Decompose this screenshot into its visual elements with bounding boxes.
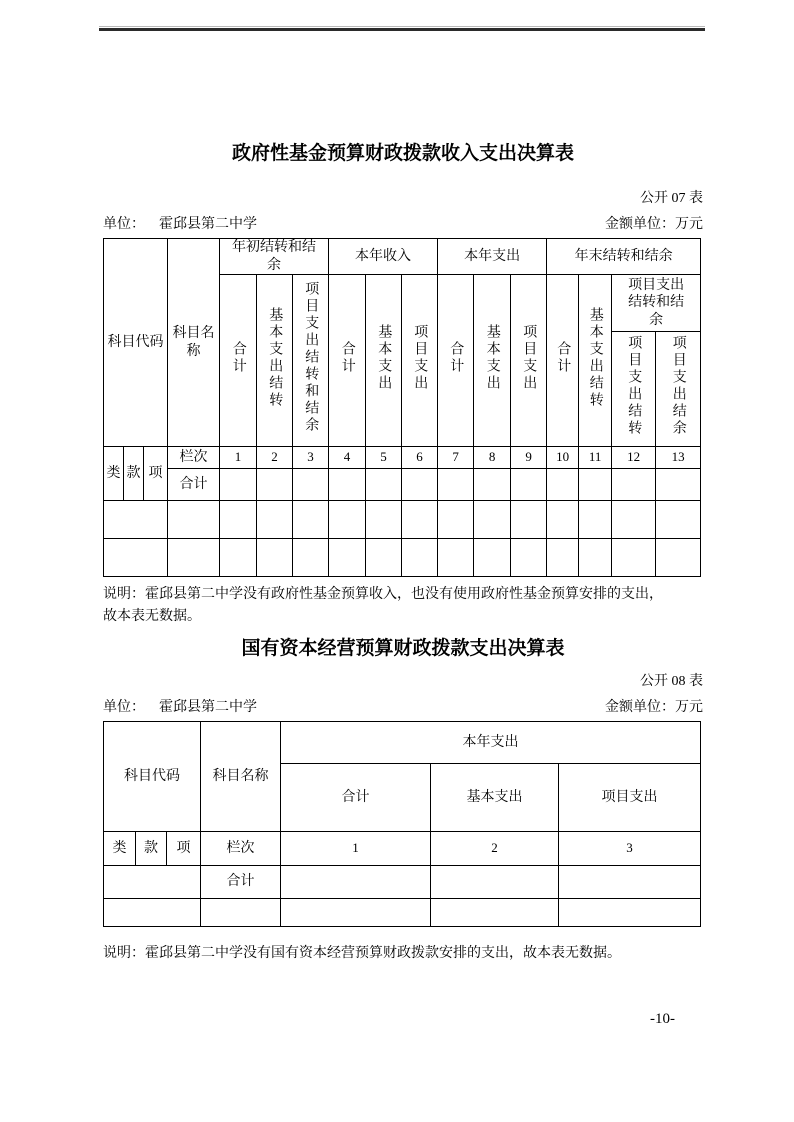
empty-cell: [579, 501, 612, 539]
total-row-label: 合计: [201, 866, 281, 899]
header-col-7: [438, 275, 474, 447]
header-group-end-balance: 年末结转和结余: [547, 239, 701, 275]
table08-title: 国有资本经营预算财政拨款支出决算表: [241, 638, 565, 659]
cell-lei: 类: [104, 447, 124, 501]
note-line: 故本表无数据。: [103, 609, 201, 624]
empty-cell: [612, 469, 656, 501]
col-9-label: 项目支出: [521, 323, 537, 392]
col-1-label: 合计: [230, 340, 246, 375]
empty-cell: [474, 469, 511, 501]
empty-cell: [656, 501, 701, 539]
unit-label: 单位：: [103, 700, 145, 715]
cell-lei: 类: [104, 832, 136, 866]
empty-cell: [474, 539, 511, 577]
cell-kuan: 款: [124, 447, 144, 501]
header-col-10: [547, 275, 579, 447]
table08-unit: [103, 698, 257, 717]
header-group-year-expense: 本年支出: [438, 239, 547, 275]
col-number: 13: [656, 447, 701, 469]
empty-cell: [329, 501, 366, 539]
col-3-label: 项目支出结转和结余: [303, 281, 319, 435]
empty-cell: [168, 539, 220, 577]
page-content: [103, 141, 703, 1028]
col-6-label: 项目支出: [412, 323, 428, 392]
header-subgroup-project-balance: 项目支出结转和结余: [612, 275, 701, 332]
table07-title: 政府性基金预算财政拨款收入支出决算表: [231, 143, 574, 164]
empty-cell: [201, 899, 281, 927]
empty-code-cell: [104, 866, 201, 899]
empty-cell: [547, 469, 579, 501]
empty-cell: [329, 539, 366, 577]
blank-data-row: [104, 899, 701, 927]
cell-xiang: 项: [144, 447, 168, 501]
table07-unit-row: [103, 215, 703, 234]
empty-cell: [293, 501, 329, 539]
header-subject-code: 科目代码: [104, 722, 201, 832]
header-col-2: [257, 275, 293, 447]
header-col-13: [656, 332, 701, 447]
table08-unit-row: [103, 698, 703, 717]
col-number: 10: [547, 447, 579, 469]
cell-lanci: 栏次: [201, 832, 281, 866]
empty-cell: [656, 469, 701, 501]
empty-cell: [220, 539, 257, 577]
col-number: 11: [579, 447, 612, 469]
header-group-year-income: 本年收入: [329, 239, 438, 275]
col-5-label: 基本支出: [376, 323, 392, 392]
header-rule: [99, 26, 705, 31]
col-7-label: 合计: [448, 340, 464, 375]
table07-unit: [103, 215, 257, 234]
empty-cell: [220, 501, 257, 539]
empty-cell: [293, 539, 329, 577]
empty-code-cell: [104, 539, 168, 577]
header-row-groups: [104, 722, 701, 764]
col-11-label: 基本支出结转: [587, 306, 603, 409]
unit-name: 霍邱县第二中学: [159, 217, 257, 232]
note-line: 说明：霍邱县第二中学没有政府性基金预算收入，也没有使用政府性基金预算安排的支出，: [103, 587, 663, 602]
header-col-8: [474, 275, 511, 447]
blank-data-row: [104, 501, 701, 539]
empty-cell: [656, 539, 701, 577]
empty-cell: [559, 866, 701, 899]
empty-cell: [438, 469, 474, 501]
header-col-1: [220, 275, 257, 447]
blank-data-row: [104, 539, 701, 577]
state-capital-budget-table: [103, 721, 701, 927]
empty-cell: [547, 539, 579, 577]
header-group-begin-balance: 年初结转和结余: [220, 239, 329, 275]
col-10-label: 合计: [555, 340, 571, 375]
empty-cell: [511, 469, 547, 501]
header-subject-name: 科目名称: [168, 239, 220, 447]
empty-cell: [612, 539, 656, 577]
col-number: 2: [431, 832, 559, 866]
header-group-year-expense: 本年支出: [281, 722, 701, 764]
empty-cell: [366, 469, 402, 501]
column-index-row: [104, 832, 701, 866]
empty-cell: [438, 539, 474, 577]
empty-cell: [474, 501, 511, 539]
header-col-5: [366, 275, 402, 447]
cell-kuan: 款: [136, 832, 167, 866]
cell-lanci: 栏次: [168, 447, 220, 469]
empty-cell: [431, 866, 559, 899]
empty-cell: [293, 469, 329, 501]
empty-cell: [220, 469, 257, 501]
empty-cell: [168, 501, 220, 539]
total-row: [104, 469, 701, 501]
col-number: 4: [329, 447, 366, 469]
header-col-6: [402, 275, 438, 447]
total-row-label: 合计: [168, 469, 220, 501]
header-col-11: [579, 275, 612, 447]
total-row: [104, 866, 701, 899]
empty-code-cell: [104, 899, 201, 927]
col-number: 2: [257, 447, 293, 469]
col-4-label: 合计: [339, 340, 355, 375]
header-row-groups: [104, 239, 701, 275]
header-subject-code: 科目代码: [104, 239, 168, 447]
col-number: 12: [612, 447, 656, 469]
header-col-2: 基本支出: [431, 764, 559, 832]
table07-note: [103, 584, 703, 628]
col-number: 1: [220, 447, 257, 469]
empty-cell: [281, 899, 431, 927]
empty-cell: [402, 501, 438, 539]
unit-name: 霍邱县第二中学: [159, 700, 257, 715]
empty-cell: [612, 501, 656, 539]
amount-unit-label: 金额单位：万元: [605, 700, 703, 715]
empty-cell: [579, 539, 612, 577]
col-number: 6: [402, 447, 438, 469]
empty-cell: [559, 899, 701, 927]
header-col-12: [612, 332, 656, 447]
empty-cell: [579, 469, 612, 501]
empty-cell: [431, 899, 559, 927]
empty-cell: [329, 469, 366, 501]
empty-cell: [402, 539, 438, 577]
col-number: 1: [281, 832, 431, 866]
header-col-3: 项目支出: [559, 764, 701, 832]
header-col-9: [511, 275, 547, 447]
empty-cell: [281, 866, 431, 899]
col-number: 5: [366, 447, 402, 469]
empty-cell: [511, 539, 547, 577]
empty-cell: [366, 501, 402, 539]
amount-unit-label: 金额单位：万元: [605, 217, 703, 232]
page-number: -10-: [650, 1011, 675, 1027]
header-col-3: [293, 275, 329, 447]
empty-cell: [257, 539, 293, 577]
col-number: 3: [559, 832, 701, 866]
cell-xiang: 项: [167, 832, 201, 866]
empty-cell: [257, 469, 293, 501]
col-number: 9: [511, 447, 547, 469]
header-col-1: 合计: [281, 764, 431, 832]
empty-code-cell: [104, 501, 168, 539]
empty-cell: [257, 501, 293, 539]
col-12-label: 项目支出结转: [626, 335, 642, 438]
unit-label: 单位：: [103, 217, 145, 232]
col-number: 3: [293, 447, 329, 469]
empty-cell: [438, 501, 474, 539]
col-number: 7: [438, 447, 474, 469]
empty-cell: [402, 469, 438, 501]
col-number: 8: [474, 447, 511, 469]
header-subject-name: 科目名称: [201, 722, 281, 832]
col-8-label: 基本支出: [484, 323, 500, 392]
column-index-row: [104, 447, 701, 469]
empty-cell: [511, 501, 547, 539]
empty-cell: [547, 501, 579, 539]
table08-public-label: 公开 08 表: [640, 674, 703, 689]
gov-fund-budget-table: [103, 238, 701, 577]
col-2-label: 基本支出结转: [267, 306, 283, 409]
empty-cell: [366, 539, 402, 577]
table07-public-label: 公开 07 表: [640, 191, 703, 206]
header-col-4: [329, 275, 366, 447]
table08-note: 说明：霍邱县第二中学没有国有资本经营预算财政拨款安排的支出，故本表无数据。: [103, 946, 621, 961]
col-13-label: 项目支出结余: [670, 335, 686, 438]
